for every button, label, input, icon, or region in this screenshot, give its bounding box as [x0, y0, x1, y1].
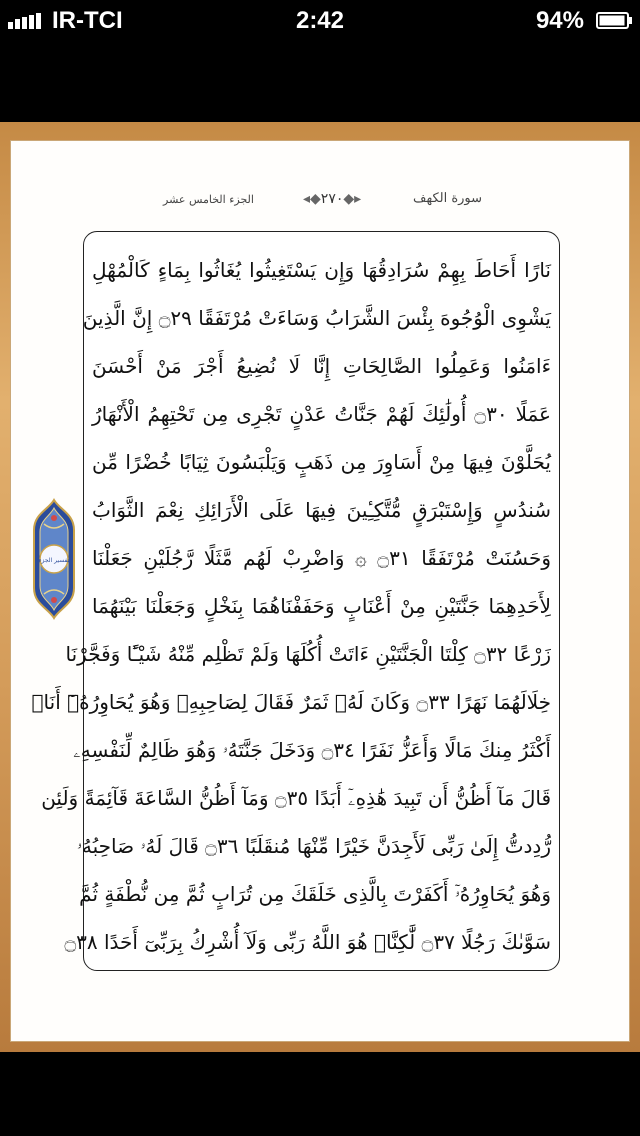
- carrier-name: IR-TCI: [52, 7, 123, 34]
- page-number-value: ۲۷۰: [320, 191, 344, 207]
- verse-line[interactable]: زَرْعًا ۝٣٢ كِلْتَا الْجَنَّتَيْنِ ءَاتَتْ أُكُلَهَا وَلَمْ تَظْلِم مِّنْهُ شَيْـًٔا وَفَجَّرْنَا: [65, 642, 551, 666]
- verse-line[interactable]: ءَامَنُوا وَعَمِلُوا الصَّالِحَاتِ إِنَّا لَا نُضِيعُ أَجْرَ مَنْ أَحْسَنَ: [92, 354, 551, 378]
- verse-line[interactable]: وَهُوَ يُحَاوِرُهُۥٓ أَكَفَرْتَ بِالَّذِى خَلَقَكَ مِن تُرَابٍ ثُمَّ مِن نُّطْفَةٍ ثُمَّ: [79, 882, 551, 906]
- juz-label: الجزء الخامس عشر: [163, 193, 254, 206]
- side-ornament-icon[interactable]: [30, 500, 78, 618]
- status-bar: [0, 0, 640, 40]
- verse-line[interactable]: أَكْثَرُ مِنكَ مَالًا وَأَعَزُّ نَفَرًا ۝٣٤ وَدَخَلَ جَنَّتَهُۥ وَهُوَ ظَالِمٌ لِّنَفْسِهِۦ: [73, 738, 551, 762]
- verse-line[interactable]: نَارًا أَحَاطَ بِهِمْ سُرَادِقُهَا وَإِن يَسْتَغِيثُوا يُغَاثُوا بِمَاءٍ كَالْمُهْلِ: [92, 258, 551, 282]
- verse-line[interactable]: عَمَلًا ۝٣٠ أُولَٰئِكَ لَهُمْ جَنَّاتُ عَدْنٍ تَجْرِى مِن تَحْتِهِمُ الْأَنْهَارُ: [92, 402, 551, 426]
- verse-line[interactable]: قَالَ مَآ أَظُنُّ أَن تَبِيدَ هَٰذِهِۦٓ أَبَدًا ۝٣٥ وَمَآ أَظُنُّ السَّاعَةَ قَآئِمَةً وَلَئِن: [41, 786, 551, 810]
- side-ornament-label: تفسیر الجزء: [38, 557, 70, 564]
- verse-line[interactable]: سَوَّىٰكَ رَجُلًا ۝٣٧ لَّٰكِنَّا۠ هُوَ اللَّهُ رَبِّى وَلَآ أُشْرِكُ بِرَبِّىٓ أَحَدًا ۝٣٨: [64, 930, 551, 954]
- ornament-left-icon: ◂◆: [303, 191, 321, 207]
- verse-line[interactable]: سُندُسٍ وَإِسْتَبْرَقٍ مُّتَّكِـِٔينَ فِيهَا عَلَى الْأَرَائِكِ نِعْمَ الثَّوَابُ: [92, 498, 551, 522]
- bottom-area: [0, 1052, 640, 1136]
- status-time: 2:42: [295, 7, 345, 34]
- verse-line[interactable]: لِأَحَدِهِمَا جَنَّتَيْنِ مِنْ أَعْنَابٍ وَحَفَفْنَاهُمَا بِنَخْلٍ وَجَعَلْنَا بَيْنَهُمَا: [92, 594, 551, 618]
- page-number: [303, 191, 361, 207]
- battery-percent: 94%: [535, 7, 584, 34]
- battery-icon: [596, 12, 632, 29]
- verse-line[interactable]: وَحَسُنَتْ مُرْتَفَقًا ۝٣١ ۞ وَاضْرِبْ لَهُم مَّثَلًا رَّجُلَيْنِ جَعَلْنَا: [92, 546, 551, 570]
- mushaf-page[interactable]: [10, 140, 630, 1042]
- verse-line[interactable]: يَشْوِى الْوُجُوهَ بِئْسَ الشَّرَابُ وَسَاءَتْ مُرْتَفَقًا ۝٢٩ إِنَّ الَّذِينَ: [82, 306, 551, 330]
- verse-line[interactable]: رُّدِدتُّ إِلَىٰ رَبِّى لَأَجِدَنَّ خَيْرًا مِّنْهَا مُنقَلَبًا ۝٣٦ قَالَ لَهُۥ صَاحِبُهُۥ: [76, 834, 551, 858]
- page-header: [11, 189, 629, 213]
- ornament-right-icon: ◆▸: [343, 191, 362, 207]
- verse-line[interactable]: يُحَلَّوْنَ فِيهَا مِنْ أَسَاوِرَ مِن ذَهَبٍ وَيَلْبَسُونَ ثِيَابًا خُضْرًا مِّن: [92, 450, 551, 474]
- surah-label: سورة الكهف: [413, 191, 483, 206]
- verse-line[interactable]: خِلَالَهُمَا نَهَرًا ۝٣٣ وَكَانَ لَهُۥ ثَمَرٌ فَقَالَ لِصَاحِبِهِۦ وَهُوَ يُحَاوِرُهُۥٓ أَنَا۠: [31, 690, 551, 714]
